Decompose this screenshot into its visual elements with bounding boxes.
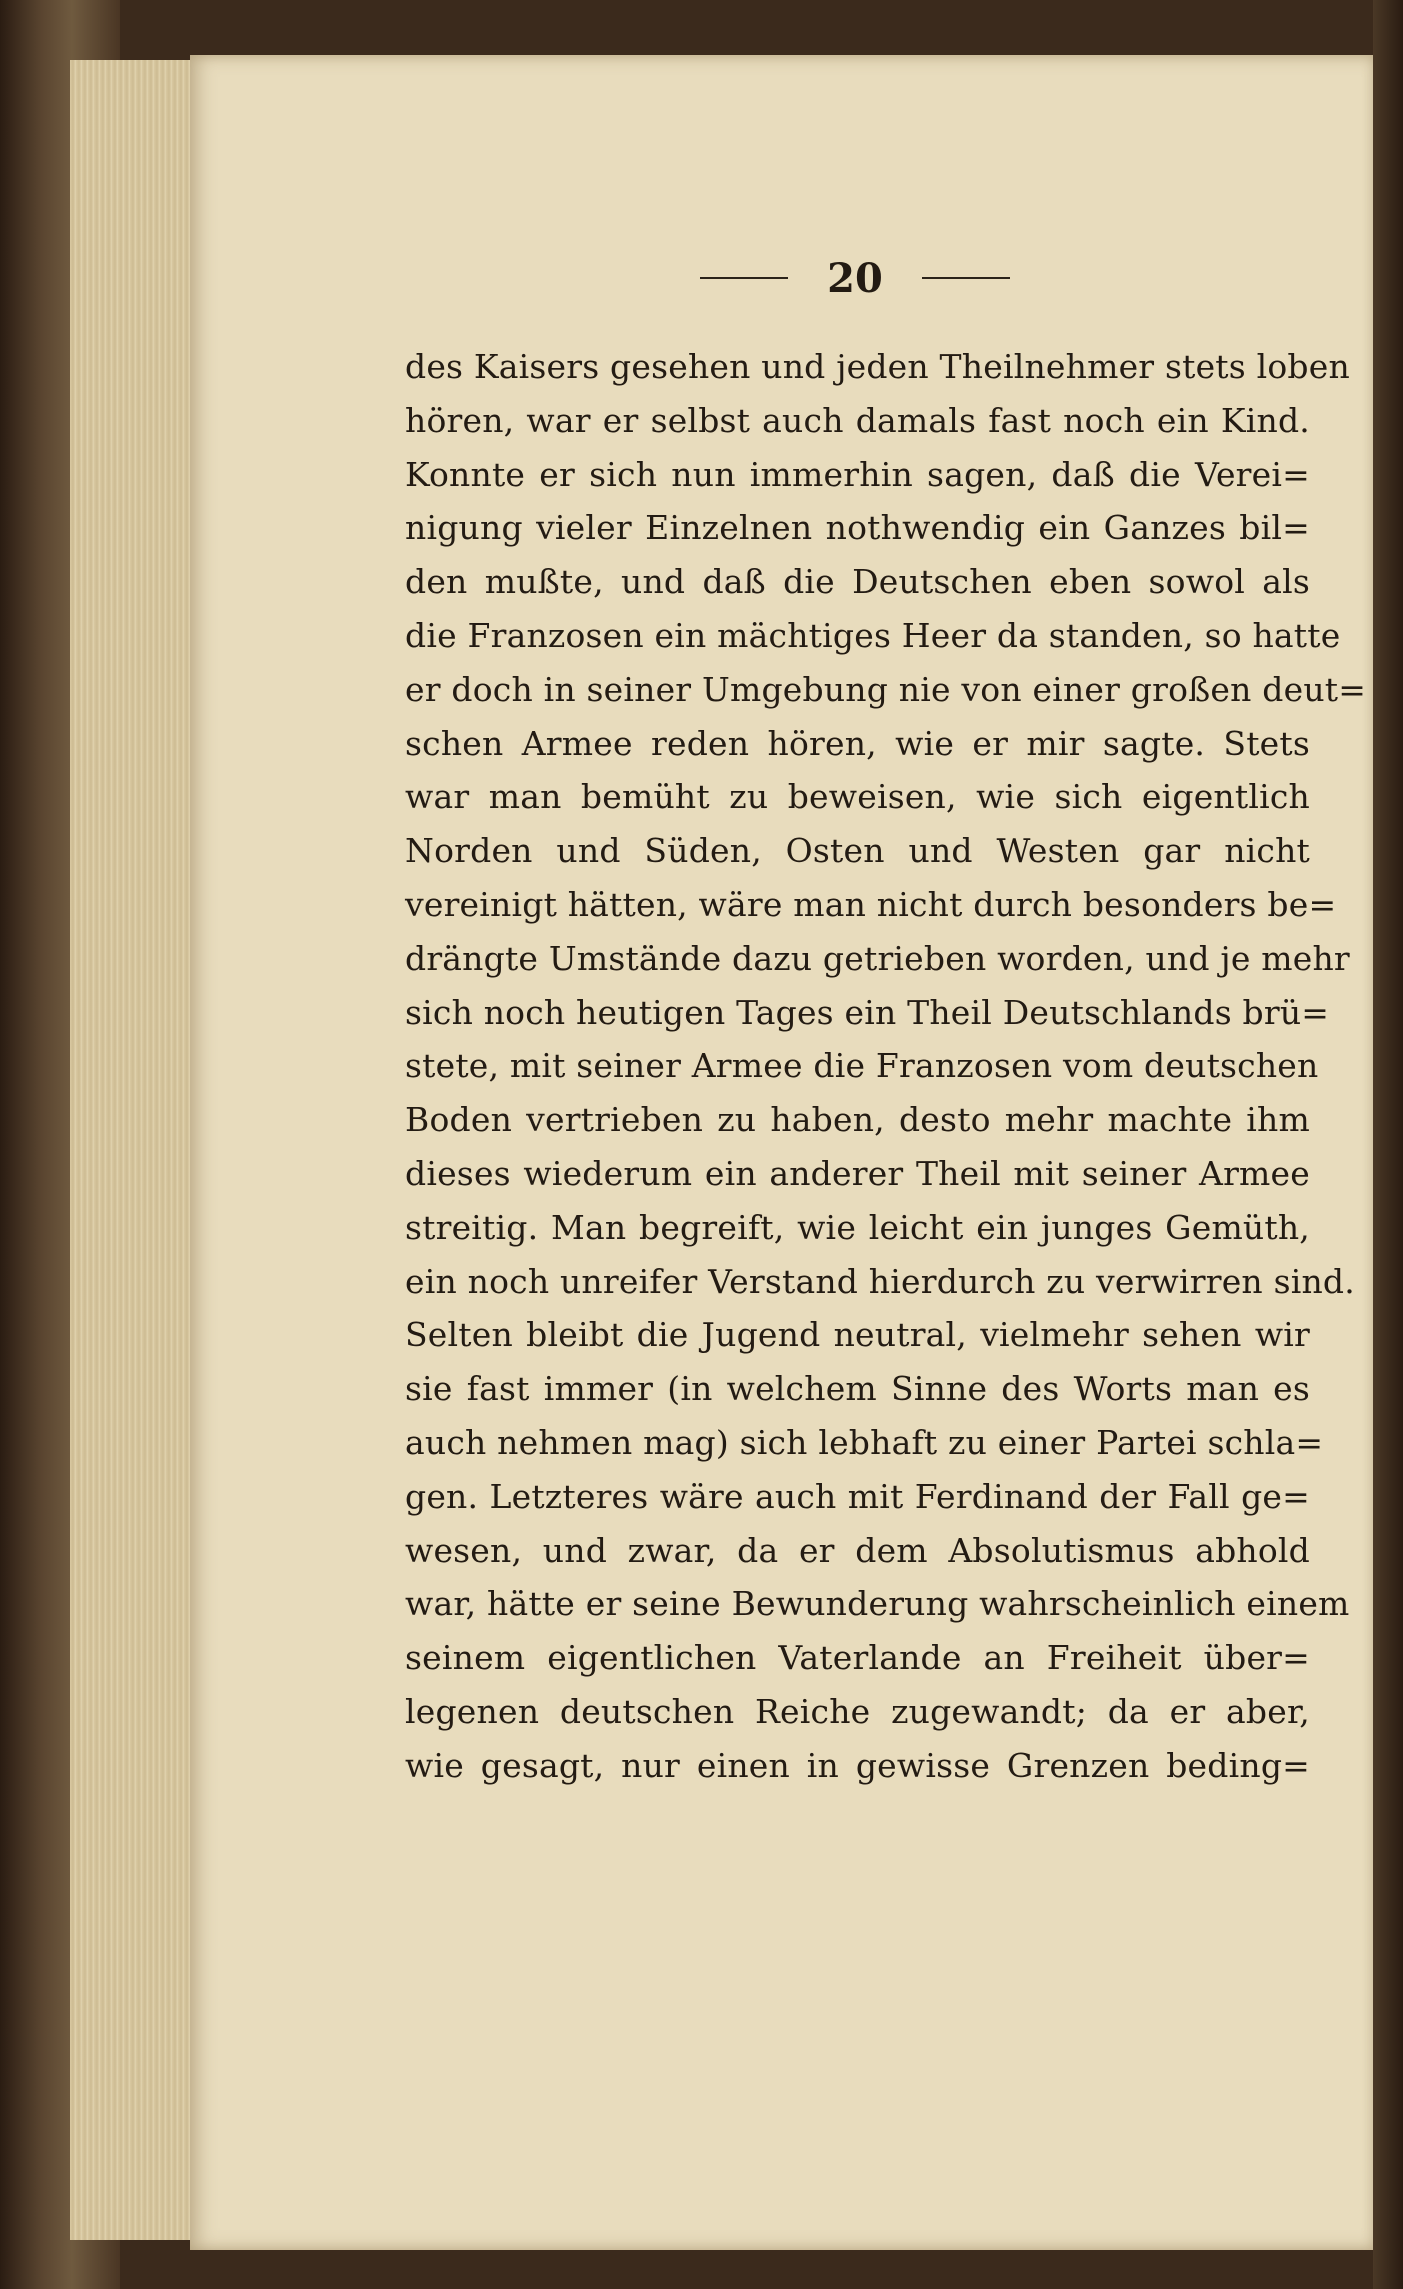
text-line: auch nehmen mag) sich lebhaft zu einer Partei schla= (405, 1422, 1324, 1462)
text-line: Norden und Süden, Osten und Westen gar nicht (405, 831, 1310, 871)
text-line: stete, mit seiner Armee die Franzosen vom deutschen (405, 1046, 1319, 1086)
text-line: ein noch unreifer Verstand hierdurch zu verwirren sind. (405, 1261, 1355, 1301)
text-line: Konnte er sich nun immerhin sagen, daß die Verei= (405, 454, 1310, 494)
page-number: 20 (827, 254, 883, 302)
text-line: war, hätte er seine Bewunderung wahrscheinlich einem (405, 1584, 1350, 1624)
text-line: hören, war er selbst auch damals fast noch ein Kind. (405, 400, 1310, 440)
text-line: die Franzosen ein mächtiges Heer da standen, so hatte (405, 615, 1341, 655)
text-line: den mußte, und daß die Deutschen eben sowol als (405, 562, 1310, 602)
text-line: er doch in seiner Umgebung nie von einer großen deut= (405, 669, 1367, 709)
text-line: legenen deutschen Reiche zugewandt; da er aber, (405, 1691, 1310, 1731)
text-line: vereinigt hätten, wäre man nicht durch besonders be= (405, 884, 1337, 924)
right-page-shadow (1373, 0, 1403, 2289)
text-line: seinem eigentlichen Vaterlande an Freiheit über= (405, 1638, 1310, 1678)
body-text (405, 340, 1367, 1840)
text-line: war man bemüht zu beweisen, wie sich eigentlich (405, 777, 1310, 817)
header-rule-right (922, 277, 1010, 279)
page-header (700, 248, 1010, 308)
header-rule-left (700, 277, 788, 279)
text-line: sich noch heutigen Tages ein Theil Deutschlands brü= (405, 992, 1330, 1032)
text-line: Boden vertrieben zu haben, desto mehr machte ihm (405, 1100, 1310, 1140)
text-line: drängte Umstände dazu getrieben worden, und je mehr (405, 938, 1350, 978)
text-line: nigung vieler Einzelnen nothwendig ein Ganzes bil= (405, 508, 1310, 548)
text-line: schen Armee reden hören, wie er mir sagte. Stets (405, 723, 1310, 763)
text-line: sie fast immer (in welchem Sinne des Worts man es (405, 1369, 1310, 1409)
text-line: Selten bleibt die Jugend neutral, vielmehr sehen wir (405, 1315, 1310, 1355)
text-line: wie gesagt, nur einen in gewisse Grenzen beding= (405, 1745, 1310, 1785)
page-edges (70, 60, 202, 2240)
text-line: gen. Letzteres wäre auch mit Ferdinand der Fall ge= (405, 1476, 1310, 1516)
text-line: wesen, und zwar, da er dem Absolutismus abhold (405, 1530, 1310, 1570)
text-line: des Kaisers gesehen und jeden Theilnehmer stets loben (405, 347, 1350, 386)
text-line: streitig. Man begreift, wie leicht ein junges Gemüth, (405, 1207, 1310, 1247)
text-line: dieses wiederum ein anderer Theil mit seiner Armee (405, 1153, 1310, 1193)
